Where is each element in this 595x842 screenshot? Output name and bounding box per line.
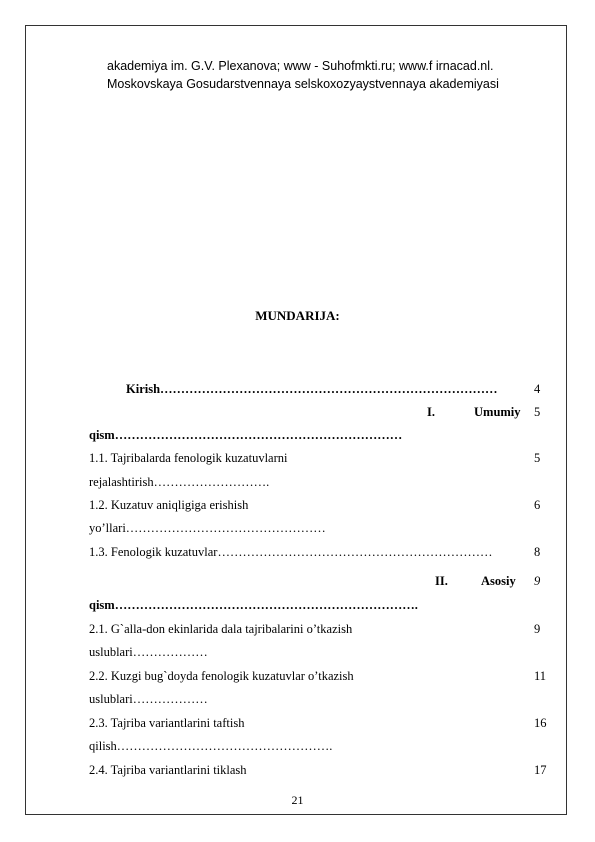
source-note-line-1: akademiya im. G.V. Plexanova; www - Suhofmkti.ru; www.f irnacad.nl. — [107, 59, 494, 73]
toc-part1-roman: I. — [427, 405, 435, 419]
source-note — [107, 57, 499, 93]
toc-entry-1-3: 1.3. Fenologik kuzatuvlar………………………………………………………… — [89, 545, 493, 559]
toc-entry-2-4: 2.4. Tajriba variantlarini tiklash — [89, 763, 247, 777]
toc-page-1-2: 6 — [534, 498, 541, 512]
toc-part1-word: Umumiy — [474, 405, 521, 419]
toc-title: MUNDARIJA: — [255, 308, 340, 323]
toc-part1-continuation: qism…………………………………………………………… — [89, 428, 403, 442]
toc-entry-2-1-cont: uslublari……………… — [89, 645, 208, 659]
toc-page-2-1: 9 — [534, 622, 541, 636]
toc-part2-continuation: qism………………………………………………………………. — [89, 598, 418, 612]
toc-page-2-2: 11 — [534, 669, 547, 683]
toc-page-part1: 5 — [534, 405, 541, 419]
toc-entry-2-3-cont: qilish……………………………………………. — [89, 739, 333, 753]
toc-entry-2-3: 2.3. Tajriba variantlarini taftish — [89, 716, 245, 730]
source-note-line-2: Moskovskaya Gosudarstvennaya selskoxozyaystvennaya akademiyasi — [107, 77, 499, 91]
toc-page-1-1: 5 — [534, 451, 541, 465]
toc-entry-1-2: 1.2. Kuzatuv aniqligiga erishish — [89, 498, 249, 512]
toc-page-1-3: 8 — [534, 545, 541, 559]
toc-page-part2: 9 — [534, 574, 541, 588]
toc-entry-1-1: 1.1. Tajribalarda fenologik kuzatuvlarni — [89, 451, 288, 465]
toc-entry-2-2-cont: uslublari……………… — [89, 692, 208, 706]
toc-entry-kirish: Kirish……………………………………………………………………… — [126, 382, 498, 396]
toc-entry-2-1: 2.1. G`alla-don ekinlarida dala tajribalarini o’tkazish — [89, 622, 353, 636]
toc-page-kirish: 4 — [534, 382, 541, 396]
toc-entry-1-2-cont: yo’llari………………………………………… — [89, 521, 326, 535]
toc-page-2-4: 17 — [534, 763, 547, 777]
toc-part2-roman: II. — [435, 574, 448, 588]
toc-entry-1-1-cont: rejalashtirish………………………. — [89, 475, 270, 489]
footer-page-number: 21 — [291, 793, 304, 807]
toc-part2-word: Asosiy — [481, 574, 516, 588]
toc-entry-2-2: 2.2. Kuzgi bug`doyda fenologik kuzatuvlar o’tkazish — [89, 669, 354, 683]
toc-page-2-3: 16 — [534, 716, 547, 730]
